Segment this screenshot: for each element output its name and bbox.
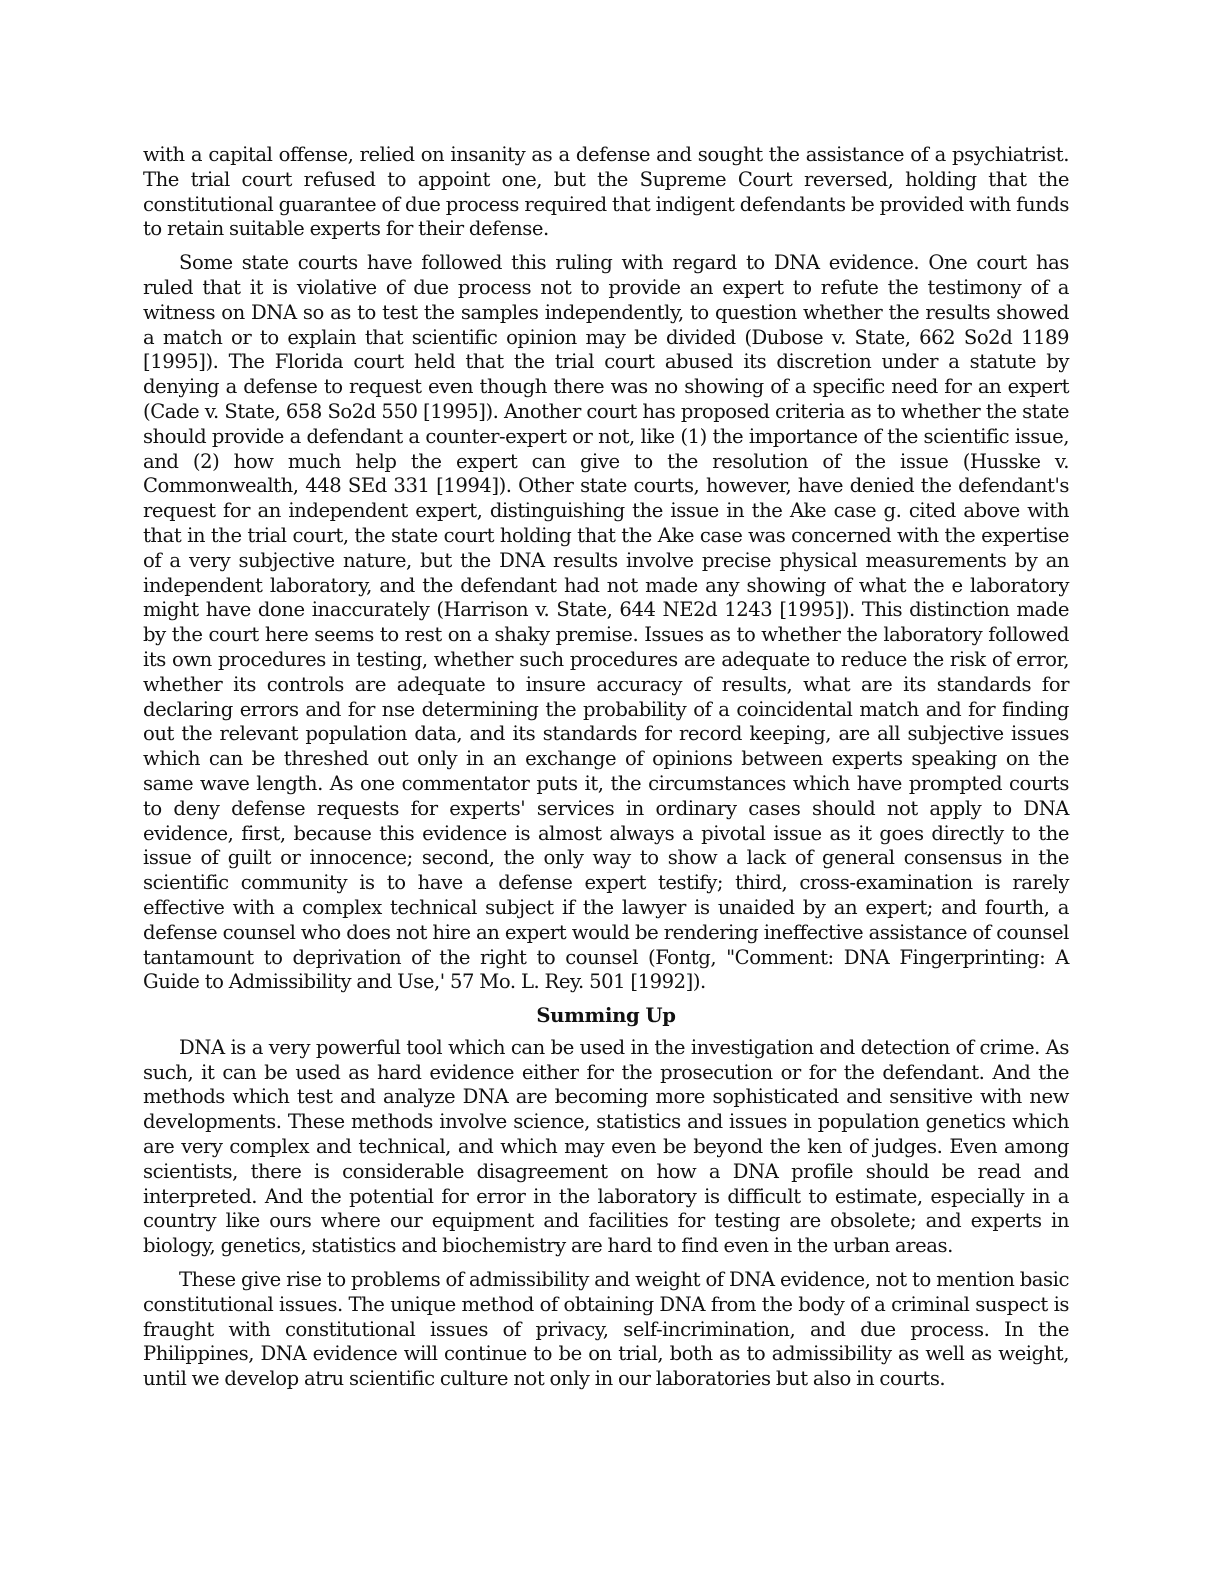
document-page xyxy=(143,143,1069,1401)
paragraph-state-courts: Some state courts have followed this ruling with regard to DNA evidence. One court has ruled that it is violative of due process not to provide an expert to refute the testimony of a witness on DNA so as to test the samples independently, to question whether the results showed a match or to explain that scientific opinion may be divided (Dubose v. State, 662 So2d 1189 [1995]). The Florida court held that the trial court abused its discretion under a statute by denying a defense to request even though there was no showing of a specific need for an expert (Cade v. State, 658 So2d 550 [1995]). Another court has proposed criteria as to whether the state should provide a defendant a counter-expert or not, like (1) the importance of the scientific issue, and (2) how much help the expert can give to the resolution of the issue (Husske v. Commonwealth, 448 SEd 331 [1994]). Other state courts, however, have denied the defendant's request for an independent expert, distinguishing the issue in the Ake case g. cited above with that in the trial court, the state court holding that the Ake case was concerned with the expertise of a very subjective nature, but the DNA results involve precise physical measurements by an independent laboratory, and the defendant had not made any showing of what the e laboratory might have done inaccurately (Harrison v. State, 644 NE2d 1243 [1995]). This distinction made by the court here seems to rest on a shaky premise. Issues as to whether the laboratory followed its own procedures in testing, whether such procedures are adequate to reduce the risk of error, whether its controls are adequate to insure accuracy of results, what are its standards for declaring errors and for nse determining the probability of a coincidental match and for finding out the relevant population data, and its standards for record keeping, are all subjective issues which can be threshed out only in an exchange of opinions between experts speaking on the same wave length. As one commentator puts it, the circumstances which have prompted courts to deny defense requests for experts' services in ordinary cases should not apply to DNA evidence, first, because this evidence is almost always a pivotal issue as it goes directly to the issue of guilt or innocence; second, the only way to show a lack of general consensus in the scientific community is to have a defense expert testify; third, cross-examination is rarely effective with a complex technical subject if the lawyer is unaided by an expert; and fourth, a defense counsel who does not hire an expert would be rendering ineffective assistance of counsel tantamount to deprivation of the right to counsel (Fontg, "Comment: DNA Fingerprinting: A Guide to Admissibility and Use,' 57 Mo. L. Rey. 501 [1992]). xyxy=(143,251,1069,994)
section-heading: Summing Up xyxy=(536,1004,676,1028)
paragraph-summary: DNA is a very powerful tool which can be used in the investigation and detection of crime. As such, it can be used as hard evidence either for the prosecution or for the defendant. And the methods which test and analyze DNA are becoming more sophisticated and sensitive with new developments. These methods involve science, statistics and issues in population genetics which are very complex and technical, and which may even be beyond the ken of judges. Even among scientists, there is considerable disagreement on how a DNA profile should be read and interpreted. And the potential for error in the laboratory is difficult to estimate, especially in a country like ours where our equipment and facilities for testing are obsolete; and experts in biology, genetics, statistics and biochemistry are hard to find even in the urban areas. xyxy=(143,1035,1069,1258)
paragraph-continuation: with a capital offense, relied on insanity as a defense and sought the assistance of a psychiatrist. The trial court refused to appoint one, but the Supreme Court reversed, holding that the constitutional guarantee of due process required that indigent defendants be provided with funds to retain suitable experts for their defense. xyxy=(143,143,1069,241)
paragraph-conclusion: These give rise to problems of admissibility and weight of DNA evidence, not to mention basic constitutional issues. The unique method of obtaining DNA from the body of a criminal suspect is fraught with constitutional issues of privacy, self-incrimination, and due process. In the Philippines, DNA evidence will continue to be on trial, both as to admissibility as well as weight, until we develop atru scientific culture not only in our laboratories but also in courts. xyxy=(143,1268,1069,1391)
